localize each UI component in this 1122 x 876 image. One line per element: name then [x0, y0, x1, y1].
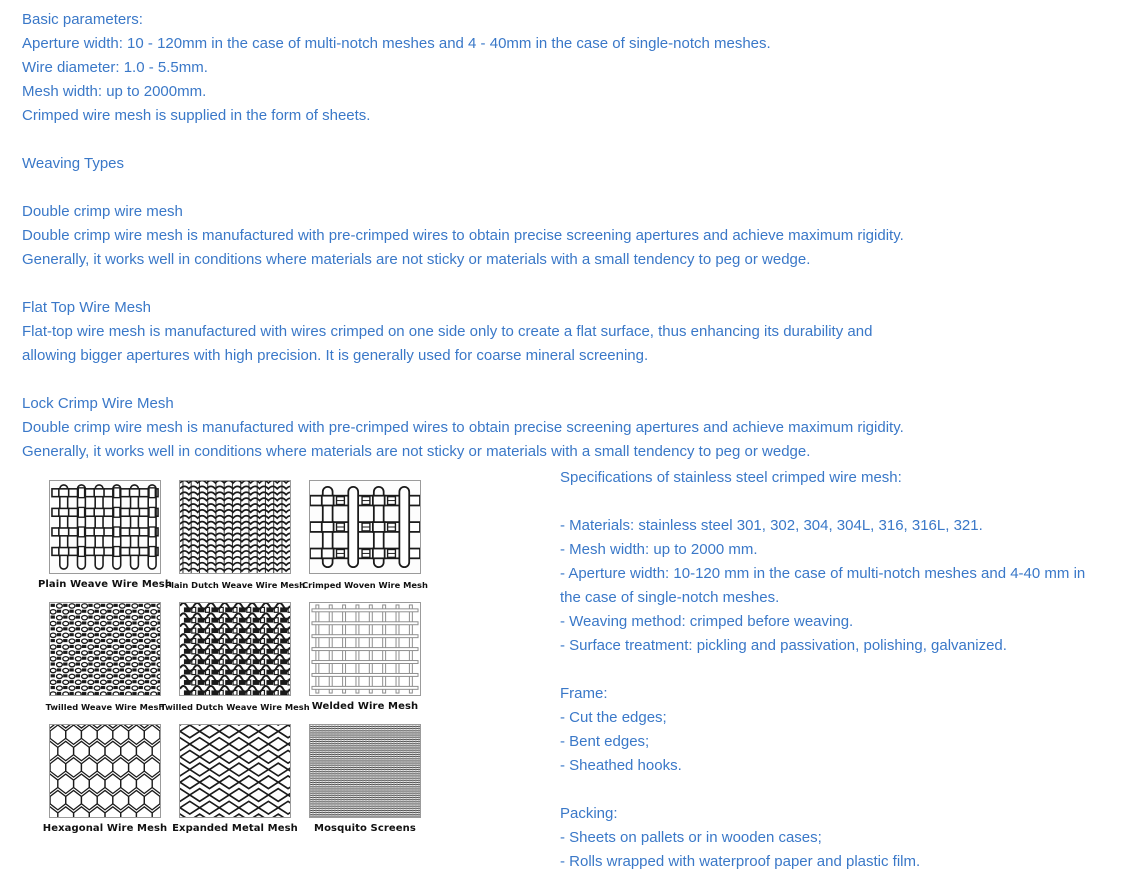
- mesh-sample-hexagonal[interactable]: [40, 724, 170, 835]
- basic-parameter-line: Aperture width: 10 - 120mm in the case of multi-notch meshes and 4 - 40mm in the case of single-notch meshes.: [22, 35, 771, 52]
- mesh-sample-plain-weave[interactable]: [37, 480, 173, 591]
- mesh-sample-plain-dutch-weave[interactable]: [165, 480, 305, 591]
- mesh-gallery-row: [40, 602, 430, 713]
- plain-dutch-weave-icon: [179, 480, 291, 574]
- mesh-sample-twilled-dutch-weave[interactable]: [160, 602, 310, 713]
- basic-parameters-group: [22, 8, 1022, 128]
- mesh-gallery-row: [37, 480, 430, 591]
- expanded-metal-icon: [179, 724, 291, 818]
- article-text-block: [22, 8, 1022, 464]
- spacer: [22, 272, 1022, 296]
- weaving-type-line: Double crimp wire mesh is manufactured with pre-crimped wires to obtain precise screening apertures and achieve maximum rigidity.: [22, 419, 904, 436]
- hexagonal-icon: [49, 724, 161, 818]
- spec-item: - Weaving method: crimped before weaving.: [560, 613, 854, 630]
- spacer: [22, 368, 1022, 392]
- packing-heading: Packing:: [560, 805, 618, 822]
- spacer: [22, 176, 1022, 200]
- weaving-type-lock-crimp: [22, 392, 1022, 464]
- frame-item: - Cut the edges;: [560, 709, 667, 726]
- spacer: [560, 778, 1105, 802]
- basic-parameter-line: Mesh width: up to 2000mm.: [22, 83, 207, 100]
- spec-item: - Mesh width: up to 2000 mm.: [560, 541, 758, 558]
- mesh-sample-expanded-metal[interactable]: [170, 724, 300, 835]
- mesh-sample-caption: Hexagonal Wire Mesh: [42, 823, 168, 834]
- specifications-column: [560, 466, 1105, 874]
- mesh-sample-crimped-woven[interactable]: [300, 480, 430, 591]
- basic-parameter-line: Crimped wire mesh is supplied in the form of sheets.: [22, 107, 371, 124]
- specifications-heading: Specifications of stainless steel crimped wire mesh:: [560, 469, 902, 486]
- weaving-type-line: Generally, it works well in conditions where materials are not sticky or materials with a small tendency to peg or wedge.: [22, 251, 811, 268]
- weaving-type-line: Flat-top wire mesh is manufactured with wires crimped on one side only to create a flat surface, thus enhancing its durability and: [22, 323, 873, 340]
- mesh-sample-twilled-weave[interactable]: [40, 602, 170, 713]
- mesh-gallery-row: [40, 724, 430, 835]
- weaving-type-title: Lock Crimp Wire Mesh: [22, 395, 174, 412]
- weaving-type-line: allowing bigger apertures with high precision. It is generally used for coarse mineral screening.: [22, 347, 649, 364]
- spacer: [560, 658, 1105, 682]
- welded-icon: [309, 602, 421, 696]
- mesh-sample-caption: Mosquito Screens: [314, 823, 416, 834]
- mesh-sample-caption: Plain Dutch Weave Wire Mesh: [165, 580, 305, 590]
- twilled-dutch-weave-icon: [179, 602, 291, 696]
- crimped-woven-icon: [309, 480, 421, 574]
- packing-item: - Rolls wrapped with waterproof paper and plastic film.: [560, 853, 921, 870]
- mesh-sample-caption: Twilled Weave Wire Mesh: [45, 702, 165, 712]
- weaving-type-title: Double crimp wire mesh: [22, 203, 183, 220]
- mosquito-screen-icon: [309, 724, 421, 818]
- mesh-sample-caption: Plain Weave Wire Mesh: [37, 579, 173, 590]
- mesh-sample-caption: Welded Wire Mesh: [311, 701, 419, 712]
- mesh-sample-caption: Twilled Dutch Weave Wire Mesh: [160, 702, 310, 712]
- spacer: [22, 128, 1022, 152]
- weaving-type-line: Generally, it works well in conditions where materials are not sticky or materials with a small tendency to peg or wedge.: [22, 443, 811, 460]
- spec-item: - Surface treatment: pickling and passivation, polishing, galvanized.: [560, 637, 1007, 654]
- mesh-type-gallery: [37, 480, 430, 846]
- weaving-type-flat-top: [22, 296, 1022, 368]
- frame-item: - Bent edges;: [560, 733, 650, 750]
- weaving-type-title: Flat Top Wire Mesh: [22, 299, 151, 316]
- spacer: [560, 490, 1105, 514]
- basic-parameters-heading: Basic parameters:: [22, 11, 143, 28]
- mesh-sample-caption: Crimped Woven Wire Mesh: [302, 580, 428, 590]
- spec-item: - Materials: stainless steel 301, 302, 304, 304L, 316, 316L, 321.: [560, 517, 983, 534]
- packing-item: - Sheets on pallets or in wooden cases;: [560, 829, 822, 846]
- bottom-section: [0, 466, 1122, 876]
- frame-heading: Frame:: [560, 685, 608, 702]
- spec-item: - Aperture width: 10-120 mm in the case of multi-notch meshes and 4-40 mm in the case of single-notch meshes.: [560, 565, 1086, 606]
- weaving-type-line: Double crimp wire mesh is manufactured with pre-crimped wires to obtain precise screening apertures and achieve maximum rigidity.: [22, 227, 904, 244]
- mesh-sample-mosquito-screen[interactable]: [300, 724, 430, 835]
- mesh-sample-caption: Expanded Metal Mesh: [172, 823, 298, 834]
- weaving-types-heading: Weaving Types: [22, 155, 125, 172]
- weaving-type-double-crimp: [22, 200, 1022, 272]
- plain-weave-icon: [49, 480, 161, 574]
- twilled-weave-icon: [49, 602, 161, 696]
- basic-parameter-line: Wire diameter: 1.0 - 5.5mm.: [22, 59, 208, 76]
- mesh-sample-welded[interactable]: [300, 602, 430, 713]
- frame-item: - Sheathed hooks.: [560, 757, 682, 774]
